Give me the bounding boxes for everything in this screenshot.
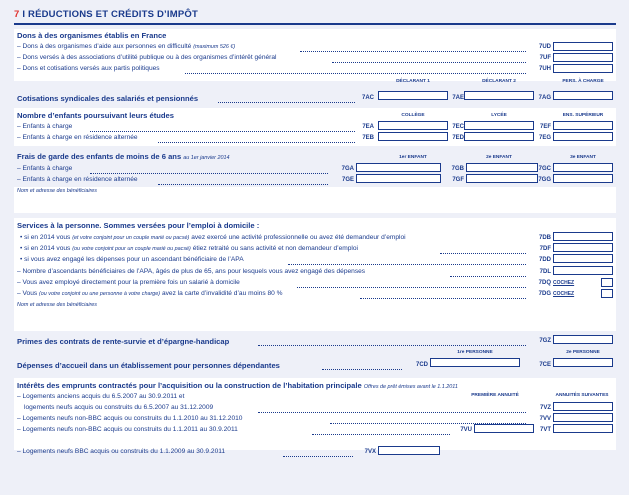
input-7ae[interactable] [464, 91, 534, 100]
field-code: 7VU [460, 427, 472, 433]
cochez-label: COCHEZ [553, 291, 575, 297]
col-header: DÉCLARANT 2 [482, 79, 516, 84]
rente-label: Primes des contrats de rente-survie et d’épargne-handicap [17, 337, 230, 346]
checkbox-7dq[interactable] [601, 278, 613, 287]
field-code: 7VZ [539, 405, 551, 411]
col-header: DÉCLARANT 1 [396, 79, 430, 84]
input-7eb[interactable] [378, 132, 448, 141]
field-code: 7VX [364, 449, 376, 455]
input-7ef[interactable] [553, 121, 613, 130]
field-code: 7DB [538, 235, 551, 241]
section-title [14, 9, 198, 20]
field-code: 7GC [538, 166, 551, 172]
col-header: ANNUITÉS SUIVANTES [555, 393, 609, 398]
field-code: 7UH [538, 66, 551, 72]
services-row-label: • si vous avez engagé les dépenses pour un ascendant bénéficiaire de l’APA [20, 256, 244, 263]
col-header: 1er ENFANT [399, 155, 427, 160]
field-code: 7DQ [538, 280, 551, 286]
field-code: 7EF [539, 124, 551, 130]
title-underline [14, 23, 616, 25]
services-row-label: • si en 2014 vous (ou votre conjoint pour un couple marié ou pacsé) étiez retraité ou sans activité et non demandeur d’emploi [20, 245, 359, 252]
input-7vz[interactable] [553, 402, 613, 411]
field-code: 7DG [538, 291, 551, 297]
input-7gc[interactable] [553, 163, 613, 172]
input-7ud[interactable] [553, 42, 613, 51]
input-7df[interactable] [553, 243, 613, 252]
field-code: 7EC [452, 124, 464, 130]
input-7eg[interactable] [553, 132, 613, 141]
field-code: 7GE [341, 177, 354, 183]
field-code: 7CD [415, 362, 428, 368]
field-code: 7AC [361, 95, 374, 101]
field-code: 7AG [538, 95, 551, 101]
field-code: 7GF [452, 177, 464, 183]
col-header: LYCÉE [491, 113, 507, 118]
section-title-text: RÉDUCTIONS ET CRÉDITS D’IMPÔT [28, 9, 198, 20]
etudes-row-label: – Enfants à charge [17, 123, 73, 130]
garde-beneficiaires-label: Nom et adresse des bénéficiaires [17, 188, 98, 194]
services-beneficiaires-field[interactable] [14, 311, 616, 331]
garde-beneficiaires-field[interactable] [14, 187, 616, 213]
services-row-label: • si en 2014 vous (et votre conjoint pour un couple marié ou pacsé) avez exercé une activité professionnelle ou avez été demandeur d’emploi [20, 234, 406, 241]
input-7ea[interactable] [378, 121, 448, 130]
input-7cd[interactable] [430, 358, 520, 367]
col-header: COLLÈGE [401, 113, 425, 118]
field-code: 7ED [452, 135, 464, 141]
emprunts-row-label: – Logements neufs BBC acquis ou construits du 1.1.2009 au 30.9.2011 [17, 448, 226, 455]
services-row-label: – Vous (ou votre conjoint ou une personne à votre charge) avez la carte d’invalidité d’au moins 80 % [17, 290, 283, 297]
services-row-label: – Nombre d’ascendants bénéficiaires de l’APA, âgés de plus de 65, ans pour lesquels vous avez engagé des dépenses [17, 268, 366, 275]
field-code: 7DF [539, 246, 551, 252]
dons-row-label: – Dons et cotisations versés aux partis politiques [17, 65, 160, 72]
emprunts-row-label: – Logements anciens acquis du 6.5.2007 au 30.9.2011 et [17, 393, 185, 400]
input-7ge[interactable] [356, 174, 441, 183]
emprunts-heading: Intérêts des emprunts contractés pour l’acquisition ou la construction de l’habitation principale Offres de prêt émises avant le 1.1.2011 [17, 381, 458, 390]
input-7vt[interactable] [553, 424, 613, 433]
field-code: 7DL [539, 269, 551, 275]
input-7ag[interactable] [553, 91, 613, 100]
input-7ac[interactable] [378, 91, 448, 100]
emprunts-row-label: – Logements neufs non-BBC acquis ou construits du 1.1.2011 au 30.9.2011 [17, 426, 238, 433]
input-7uh[interactable] [553, 64, 613, 73]
field-code: 7GG [538, 177, 551, 183]
field-code: 7GB [451, 166, 464, 172]
etudes-row-label: – Enfants à charge en résidence alternée [17, 134, 138, 141]
col-header: ENS. SUPÉRIEUR [562, 113, 604, 118]
col-header: PREMIÈRE ANNUITÉ [471, 393, 519, 398]
cotisations-heading: Cotisations syndicales des salariés et pensionnés [17, 94, 199, 103]
col-header: 2e PERSONNE [566, 350, 600, 355]
col-header: 3e ENFANT [570, 155, 596, 160]
services-row-label: – Vous avez employé directement pour la première fois un salarié à domicile [17, 279, 240, 286]
accueil-label: Dépenses d’accueil dans un établissement pour personnes dépendantes [17, 361, 280, 370]
garde-row-label: – Enfants à charge [17, 165, 73, 172]
field-code: 7VV [539, 416, 551, 422]
field-code: 7EB [362, 135, 374, 141]
input-7gg[interactable] [553, 174, 613, 183]
field-code: 7GZ [539, 338, 551, 344]
input-7ce[interactable] [553, 358, 613, 367]
input-7ga[interactable] [356, 163, 441, 172]
services-beneficiaires-label: Nom et adresse des bénéficiaires [17, 302, 98, 308]
section-number: 7 [14, 9, 20, 20]
field-code: 7EA [362, 124, 374, 130]
field-code: 7AE [452, 95, 464, 101]
input-7dd[interactable] [553, 254, 613, 263]
input-7gz[interactable] [553, 335, 613, 344]
col-header: 2e ENFANT [486, 155, 512, 160]
dons-row-label: – Dons versés à des associations d’utilité publique ou à des organismes d’intérêt général [17, 54, 277, 61]
field-code: 7GA [341, 166, 354, 172]
emprunts-row-label: – Logements neufs non-BBC acquis ou construits du 1.1.2010 au 31.12.2010 [17, 415, 243, 422]
field-code: 7VT [539, 427, 551, 433]
field-code: 7DD [538, 257, 551, 263]
etudes-heading: Nombre d’enfants poursuivant leurs études [17, 111, 174, 120]
cochez-label: COCHEZ [553, 280, 575, 286]
section-separator: I [22, 9, 26, 20]
emprunts-row-label: logements neufs acquis ou construits du 6.5.2007 au 31.12.2009 [24, 404, 214, 411]
dons-row-label: – Dons à des organismes d’aide aux personnes en difficulté (maximum 526 €) [17, 43, 236, 50]
services-heading: Services à la personne. Sommes versées pour l’emploi à domicile : [17, 221, 260, 230]
col-header: PERS. À CHARGE [562, 79, 604, 84]
garde-row-label: – Enfants à charge en résidence alternée [17, 176, 138, 183]
col-header: 1re PERSONNE [457, 350, 493, 355]
input-7vu[interactable] [474, 424, 534, 433]
input-7db[interactable] [553, 232, 613, 241]
garde-heading: Frais de garde des enfants de moins de 6 ans au 1er janvier 2014 [17, 152, 230, 161]
dons-heading: Dons à des organismes établis en France [17, 31, 167, 40]
field-code: 7UD [538, 44, 551, 50]
field-code: 7CE [539, 362, 551, 368]
field-code: 7UF [539, 55, 551, 61]
input-7dl[interactable] [553, 266, 613, 275]
input-7ed[interactable] [464, 132, 534, 141]
input-7ec[interactable] [464, 121, 534, 130]
input-7vv[interactable] [553, 413, 613, 422]
checkbox-7dg[interactable] [601, 289, 613, 298]
field-code: 7EG [538, 135, 551, 141]
input-7uf[interactable] [553, 53, 613, 62]
input-7vx[interactable] [378, 446, 440, 455]
